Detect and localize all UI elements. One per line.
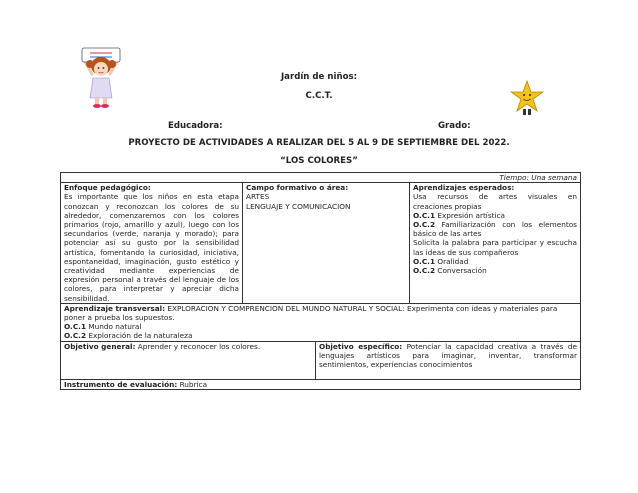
objectives-row [61,341,581,379]
transversal-oc1-code: O.C.1 [64,322,87,332]
campo-cell [243,183,410,304]
enfoque-label: Enfoque pedagógico: [64,183,151,193]
objetivo-general-text: Aprender y reconocer los colores. [135,341,261,351]
transversal-label: Aprendizaje transversal: [64,303,166,313]
instrumento-text: Rubrica [177,379,208,389]
cct-label: C.C.T. [305,91,333,101]
pedagogical-row [61,183,581,304]
aprendizajes-label: Aprendizajes esperados: [413,183,515,193]
objetivo-especifico-cell [316,341,581,379]
grado-label: Grado: [438,121,471,131]
transversal-oc2-text: Exploración de la naturaleza [86,331,193,341]
transversal-oc2-code: O.C.2 [64,331,87,341]
oc2b-code: O.C.2 [413,266,436,276]
oc2-code: O.C.2 [413,220,436,230]
kindergarten-label: Jardín de niños: [280,72,358,82]
time-row [61,173,581,183]
objetivo-especifico-label: Objetivo específico: [319,341,403,351]
transversal-text: EXPLORACION Y COMPRENCION DEL MUNDO NATURAL Y SOCIAL: Experimenta con ideas y materiales para poner a prueba los supuestos. [64,303,558,323]
educadora-label: Educadora: [168,121,223,131]
transversal-row [61,303,581,341]
oc2-text: Familiarización con los elementos básico de las artes [413,220,577,239]
objetivo-especifico-text: Potenciar la capacidad creativa a través de lenguajes artísticos para imaginar, inventar, transformar sentimientos, experiencias conocimientos [319,341,577,370]
project-subtitle: “LOS COLORES” [280,156,358,166]
oc1b-text: Oralidad [435,256,469,266]
enfoque-cell [61,183,243,304]
oc1-text: Expresión artística [435,210,506,220]
project-title: PROYECTO DE ACTIVIDADES A REALIZAR DEL 5 AL 9 DE SEPTIEMBRE DEL 2022. [128,138,510,148]
instrumento-row [61,379,581,389]
time-cell: Tiempo: Una semana [61,173,581,183]
oc1b-code: O.C.1 [413,256,436,266]
transversal-cell [61,303,581,341]
campo-line1: ARTES [246,192,270,202]
enfoque-text: Es importante que los niños en esta etapa conozcan y reconozcan los colores de su alrededor, comenzaremos con los colores primarios (rojo, amarillo y azul), luego con los secundarios (verde, naranja y morado); para potenciar así su gusto por la sensibilidad artística, fomentando la curiosidad, iniciativa, espontaneidad, imaginación, gusto estético y creatividad mediante experiencias de expresión personal a través del lenguaje de los colores, para interpretar y apreciar dicha sensibilidad. [64,192,239,303]
aprendizajes-text2: Solicita la palabra para participar y escucha las ideas de sus compañeros [413,238,577,257]
campo-label: Campo formativo o área: [246,183,349,193]
instrumento-label: Instrumento de evaluación: [64,379,178,389]
instrumento-cell [61,379,581,389]
aprendizajes-text1: Usa recursos de artes visuales en creaciones propias [413,192,577,211]
activities-table [60,172,581,390]
campo-line2: LENGUAJE Y COMUNICACION [246,201,351,211]
objetivo-general-cell [61,341,316,379]
transversal-oc1-text: Mundo natural [86,322,142,332]
objetivo-general-label: Objetivo general: [64,341,136,351]
oc2b-text: Conversación [435,266,487,276]
aprendizajes-cell [410,183,581,304]
oc1-code: O.C.1 [413,210,436,220]
